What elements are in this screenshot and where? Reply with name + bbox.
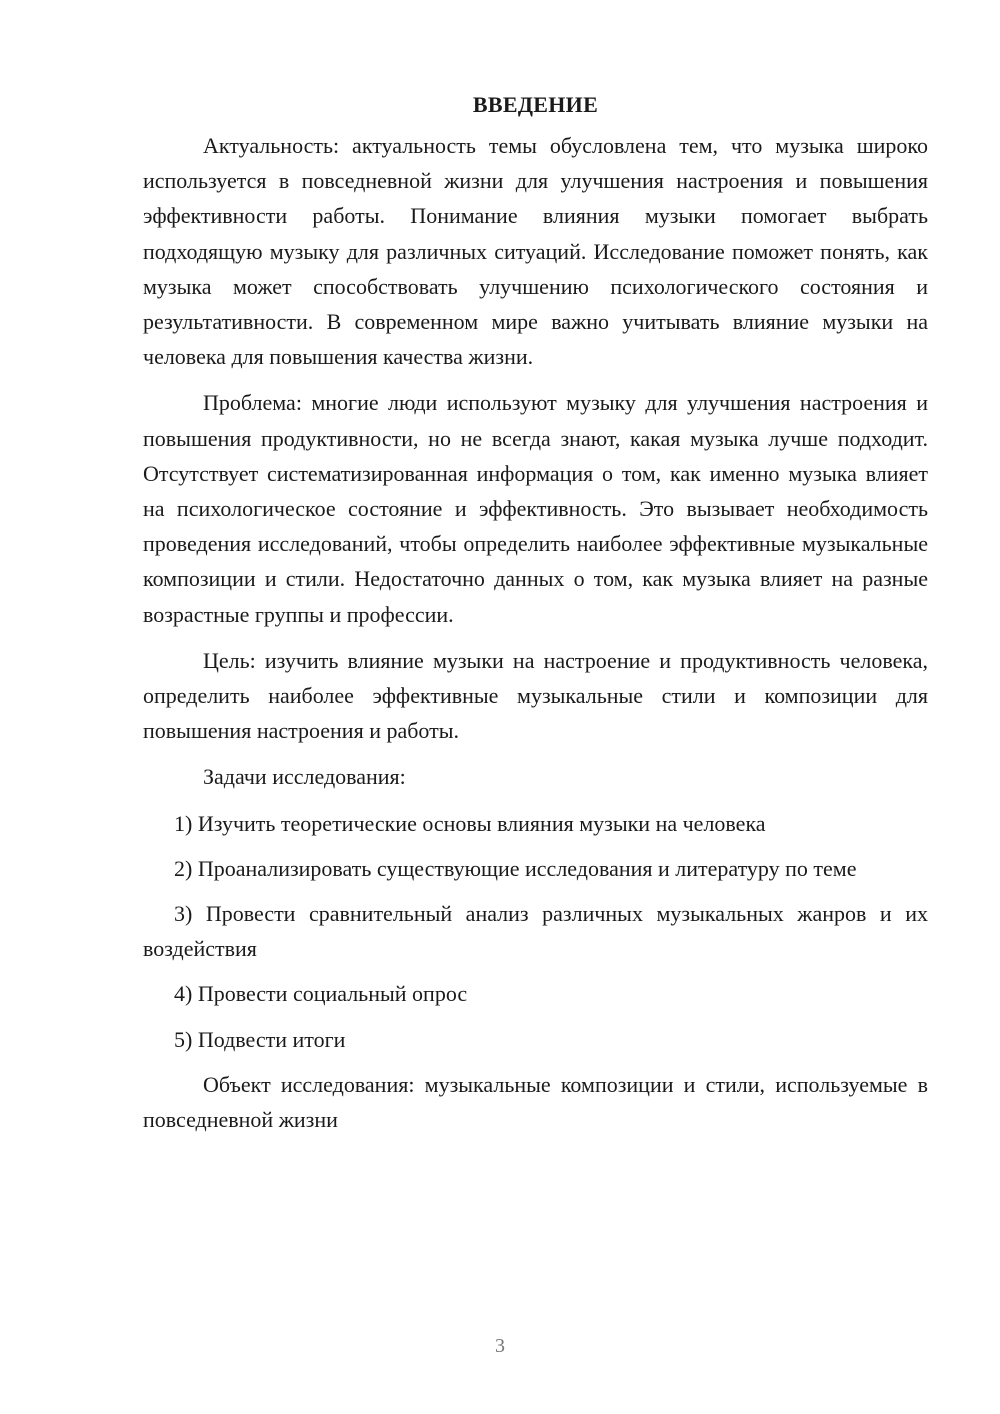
section-title: ВВЕДЕНИЕ xyxy=(472,92,599,117)
problem-paragraph: Проблема: многие люди используют музыку для улучшения настроения и повышения продуктивности, но не всегда знают, какая музыка лучше подходит. Отсутствует систематизированная информация о том, как именно музыка влияет на психологическое состояние и эффективность. Это вызывает необходимость проведения исследований, чтобы определить наиболее эффективные музыкальные композиции и стили. Недостаточно данных о том, как музыка влияет на разные возрастные группы и профессии. xyxy=(143,390,928,627)
task-item-2: 2) Проанализировать существующие исследования и литературу по теме xyxy=(174,855,857,881)
document-page xyxy=(143,90,928,1148)
task-item-3: 3) Провести сравнительный анализ различных музыкальных жанров и их воздействия xyxy=(143,901,928,962)
goal-paragraph: Цель: изучить влияние музыки на настроение и продуктивность человека, определить наиболее эффективные музыкальные стили и композиции для повышения настроения и работы. xyxy=(143,647,928,744)
tasks-heading: Задачи исследования: xyxy=(203,764,406,790)
relevance-paragraph: Актуальность: актуальность темы обусловлена тем, что музыка широко используется в повседневной жизни для улучшения настроения и повышения эффективности работы. Понимание влияния музыки помогает выбрать подходящую музыку для различных ситуаций. Исследование поможет понять, как музыка может способствовать улучшению психологического состояния и результативности. В современном мире важно учитывать влияние музыки на человека для повышения качества жизни. xyxy=(143,133,928,370)
task-item-5: 5) Подвести итоги xyxy=(174,1026,346,1052)
object-paragraph: Объект исследования: музыкальные композиции и стили, используемые в повседневной жизни xyxy=(143,1071,928,1133)
task-item-1: 1) Изучить теоретические основы влияния музыки на человека xyxy=(174,810,766,836)
tasks-list xyxy=(143,806,928,1057)
task-item-4: 4) Провести социальный опрос xyxy=(174,981,468,1007)
page-number: 3 xyxy=(495,1335,505,1357)
